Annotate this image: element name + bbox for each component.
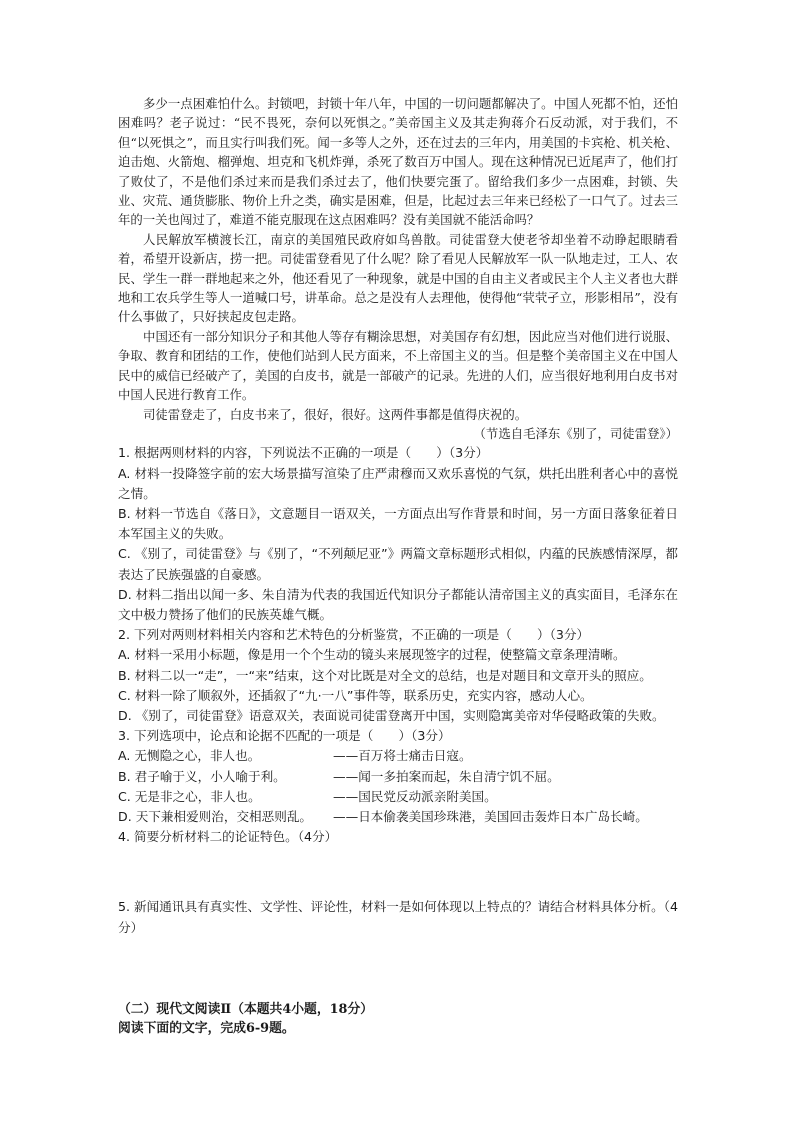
question-option-row xyxy=(118,746,678,766)
option-evidence: ——闻一多拍案而起，朱自清宁饥不屈。 xyxy=(333,768,560,784)
answer-space xyxy=(118,847,678,897)
question-stem: 1. 根据两则材料的内容，下列说法不正确的一项是（ ）（3分） xyxy=(118,445,489,461)
question-option: A. 材料一采用小标题，像是用一个个生动的镜头来展现签字的过程，使整篇文章条理清晰。 xyxy=(118,647,626,663)
passage xyxy=(118,94,678,443)
question-option: C. 材料一除了顺叙外，还插叙了“九·一八”事件等，联系历史，充实内容，感动人心。 xyxy=(118,687,593,703)
answer-space xyxy=(118,938,678,1000)
option-argument: A. 无恻隐之心，非人也。 xyxy=(118,748,261,764)
question-1 xyxy=(118,443,678,625)
passage-source: （节选自毛泽东《别了，司徒雷登》） xyxy=(473,425,678,441)
passage-paragraph: 多少一点困难怕什么。封锁吧，封锁十年八年，中国的一切问题都解决了。中国人死都不怕，还怕困难吗？老子说过：“民不畏死，奈何以死惧之。”美帝国主义及其走狗蒋介石反动派，对于我们，不但“以死惧之”，而且实行叫我们死。闻一多等人之外，还在过去的三年内，用美国的卡宾枪、机关枪、迫击炮、火箭炮、榴弹炮、坦克和飞机炸弹，杀死了数百万中国人。现在这种情况已近尾声了，他们打了败仗了，不是他们杀过来而是我们杀过去了，他们快要完蛋了。留给我们多少一点困难，封锁、失业、灾荒、通货膨胀、物价上升之类，确实是困难，但是，比起过去三年来已经松了一口气了。过去三年的一关也闯过了，难道不能克服现在这点困难吗？没有美国就不能活命吗？ xyxy=(118,96,678,228)
question-2 xyxy=(118,625,678,726)
option-argument: D. 天下兼相爱则治，交相恶则乱。 xyxy=(118,808,313,824)
option-evidence: ——百万将士痛击日寇。 xyxy=(333,748,472,764)
question-option-row xyxy=(118,807,678,827)
question-option: C. 《别了，司徒雷登》与《别了，“不列颠尼亚”》两篇文章标题形式相似，内蕴的民族感情深厚，都表达了民族强盛的自豪感。 xyxy=(118,546,678,582)
question-option: B. 材料二以一“走”，一“来”结束，这个对比既是对全文的总结，也是对题目和文章开头的照应。 xyxy=(118,667,652,683)
question-5 xyxy=(118,897,678,937)
passage-paragraph: 司徒雷登走了，白皮书来了，很好，很好。这两件事都是值得庆祝的。 xyxy=(143,406,528,422)
question-option: D. 材料二指出以闻一多、朱自清为代表的我国近代知识分子都能认清帝国主义的真实面目，毛泽东在文中极力赞扬了他们的民族英雄气概。 xyxy=(118,586,678,622)
section-heading: （二）现代文阅读Ⅱ（本题共4小题，18分） xyxy=(118,1001,374,1017)
question-3 xyxy=(118,726,678,827)
question-option: B. 材料一节选自《落日》，文意题目一语双关，一方面点出写作背景和时间，另一方面日落象征着日本军国主义的失败。 xyxy=(118,505,678,542)
passage-paragraph: 中国还有一部分知识分子和其他人等存有糊涂思想，对美国存有幻想，因此应当对他们进行说服、争取、教育和团结的工作，使他们站到人民方面来，不上帝国主义的当。但是整个美帝国主义在中国人民中的威信已经破产了，美国的白皮书，就是一部破产的记录。先进的人们，应当很好地利用白皮书对中国人民进行教育工作。 xyxy=(118,328,678,403)
question-stem: 2. 下列对两则材料相关内容和艺术特色的分析鉴赏，不正确的一项是（ ）（3分） xyxy=(118,627,590,643)
option-argument: C. 无是非之心，非人也。 xyxy=(118,788,261,804)
question-option: D. 《别了，司徒雷登》语意双关，表面说司徒雷登离开中国，实则隐寓美帝对华侵略政策的失败。 xyxy=(118,707,665,723)
section-2 xyxy=(118,1000,678,1038)
question-stem: 5. 新闻通讯具有真实性、文学性、评论性，材料一是如何体现以上特点的？请结合材料具体分析。（4分） xyxy=(118,899,678,935)
question-4 xyxy=(118,827,678,847)
question-option: A. 材料一投降签字前的宏大场景描写渲染了庄严肃穆而又欢乐喜悦的气氛，烘托出胜利者心中的喜悦之情。 xyxy=(118,465,678,501)
option-evidence: ——国民党反动派亲附美国。 xyxy=(333,788,497,804)
question-option-row xyxy=(118,787,678,807)
option-evidence: ——日本偷袭美国珍珠港，美国回击轰炸日本广岛长崎。 xyxy=(333,808,648,824)
question-stem: 4. 简要分析材料二的论证特色。（4分） xyxy=(118,829,338,845)
passage-paragraph: 人民解放军横渡长江，南京的美国殖民政府如鸟兽散。司徒雷登大使老爷却坐着不动睁起眼睛看着，希望开设新店，捞一把。司徒雷登看见了什么呢？除了看见人民解放军一队一队地走过，工人、农民、学生一群一群地起来之外，他还看见了一种现象，就是中国的自由主义者或民主个人主义者也大群地和工农兵学生等人一道喊口号，讲革命。总之是没有人去理他，使得他“茕茕孑立，形影相吊”，没有什么事做了，只好挟起皮包走路。 xyxy=(118,231,678,325)
option-argument: B. 君子喻于义，小人喻于利。 xyxy=(118,768,286,784)
question-option-row xyxy=(118,767,678,787)
section-instruction: 阅读下面的文字，完成6-9题。 xyxy=(118,1020,295,1036)
exam-page xyxy=(118,94,678,1038)
question-stem: 3. 下列选项中，论点和论据不匹配的一项是（ ）（3分） xyxy=(118,728,451,744)
